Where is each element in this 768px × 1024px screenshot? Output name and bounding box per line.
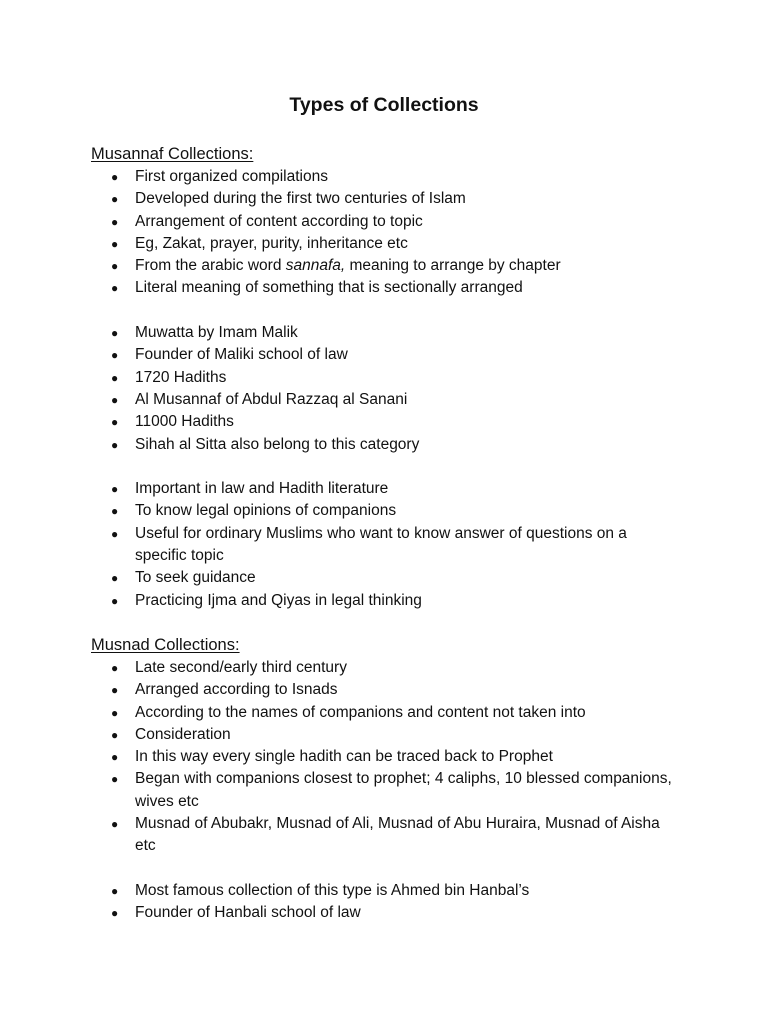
list-item-text: meaning to arrange by chapter xyxy=(345,257,561,275)
document-title: Types of Collections xyxy=(289,94,479,116)
list-item-text: Literal meaning of something that is sectionally arranged xyxy=(135,279,523,297)
list-item-text: Consideration xyxy=(135,725,231,743)
list-item-text: Founder of Maliki school of law xyxy=(135,346,348,364)
section-heading: Musannaf Collections: xyxy=(91,145,254,163)
list-item xyxy=(91,478,681,500)
list-item-text: 11000 Hadiths xyxy=(135,413,234,431)
bullet-icon: ● xyxy=(111,236,119,251)
bullet-icon: ● xyxy=(111,326,119,341)
section-heading: Musnad Collections: xyxy=(91,635,240,654)
italic-term: sannafa, xyxy=(285,257,346,275)
list-item xyxy=(91,679,681,701)
bullet-icon: ● xyxy=(111,259,119,274)
bullet-icon: ● xyxy=(111,593,119,608)
list-item xyxy=(91,813,681,858)
list-item-text: Important in law and Hadith literature xyxy=(135,480,389,498)
list-item-text: Founder of Hanbali school of law xyxy=(135,904,361,922)
section-spacer xyxy=(91,612,681,634)
bullet-icon: ● xyxy=(111,817,119,832)
bullet-icon: ● xyxy=(111,192,119,207)
list-item xyxy=(91,277,681,299)
list-item xyxy=(91,746,681,768)
bullet-list xyxy=(91,880,681,925)
document-body xyxy=(91,143,681,925)
list-item-text: Arrangement of content according to topic xyxy=(135,212,423,230)
list-item-text: Most famous collection of this type is Ahmed bin Hanbal’s xyxy=(135,881,530,899)
list-item-text: First organized compilations xyxy=(135,168,328,185)
list-item xyxy=(91,344,681,366)
list-item xyxy=(91,657,681,679)
list-item xyxy=(91,322,681,344)
bullet-icon: ● xyxy=(111,660,119,675)
list-item xyxy=(91,255,681,277)
list-item-text: Musnad of Abubakr, Musnad of Ali, Musnad of Abu Huraira, Musnad of Aisha etc xyxy=(135,815,660,855)
list-item xyxy=(91,211,681,233)
list-item xyxy=(91,233,681,255)
list-item-text: Arranged according to Isnads xyxy=(135,681,338,699)
bullet-icon: ● xyxy=(111,906,119,921)
list-item-text: From the arabic word xyxy=(135,257,286,275)
bullet-icon: ● xyxy=(111,415,119,430)
bullet-list xyxy=(91,166,681,300)
list-item xyxy=(91,768,681,813)
list-item-text: Developed during the first two centuries of Islam xyxy=(135,190,466,208)
list-item-text: Eg, Zakat, prayer, purity, inheritance etc xyxy=(135,234,408,252)
list-item xyxy=(91,880,681,902)
list-item xyxy=(91,500,681,522)
list-item-text: Sihah al Sitta also belong to this category xyxy=(135,435,420,453)
list-item xyxy=(91,702,681,724)
list-item-text: In this way every single hadith can be traced back to Prophet xyxy=(135,748,553,766)
bullet-icon: ● xyxy=(111,750,119,765)
list-item xyxy=(91,188,681,210)
bullet-icon: ● xyxy=(111,392,119,407)
list-item-text: Muwatta by Imam Malik xyxy=(135,324,298,342)
bullet-icon: ● xyxy=(111,214,119,229)
bullet-icon: ● xyxy=(111,683,119,698)
list-item-text: Practicing Ijma and Qiyas in legal thinking xyxy=(135,591,422,609)
list-item xyxy=(91,724,681,746)
list-item xyxy=(91,166,681,188)
list-item xyxy=(91,411,681,433)
bullet-icon: ● xyxy=(111,370,119,385)
bullet-icon: ● xyxy=(111,170,119,184)
list-item xyxy=(91,434,681,456)
list-item xyxy=(91,902,681,924)
bullet-icon: ● xyxy=(111,883,119,898)
bullet-list xyxy=(91,478,681,612)
list-item-text: To know legal opinions of companions xyxy=(135,502,397,520)
list-item-text: To seek guidance xyxy=(135,569,256,587)
bullet-icon: ● xyxy=(111,437,119,452)
bullet-icon: ● xyxy=(111,281,119,296)
list-spacer xyxy=(91,456,681,478)
list-item-text: Useful for ordinary Muslims who want to know answer of questions on a specific topic xyxy=(135,524,627,565)
list-item-text: Al Musannaf of Abdul Razzaq al Sanani xyxy=(135,390,408,408)
list-item-text: According to the names of companions and content not taken into xyxy=(135,703,586,721)
list-item xyxy=(91,523,681,568)
bullet-icon: ● xyxy=(111,504,119,519)
list-item-text: Late second/early third century xyxy=(135,658,347,676)
list-spacer xyxy=(91,300,681,322)
bullet-icon: ● xyxy=(111,705,119,720)
bullet-icon: ● xyxy=(111,727,119,742)
list-item xyxy=(91,389,681,411)
bullet-list xyxy=(91,657,681,858)
bullet-list xyxy=(91,322,681,456)
list-item xyxy=(91,567,681,589)
list-spacer xyxy=(91,858,681,880)
list-item xyxy=(91,367,681,389)
list-item xyxy=(91,590,681,612)
list-item-text: Began with companions closest to prophet; 4 caliphs, 10 blessed companions, wives etc xyxy=(135,770,672,810)
bullet-icon: ● xyxy=(111,772,119,787)
list-item-text: 1720 Hadiths xyxy=(135,368,227,386)
bullet-icon: ● xyxy=(111,571,119,586)
bullet-icon: ● xyxy=(111,348,119,363)
bullet-icon: ● xyxy=(111,526,119,541)
bullet-icon: ● xyxy=(111,482,119,497)
